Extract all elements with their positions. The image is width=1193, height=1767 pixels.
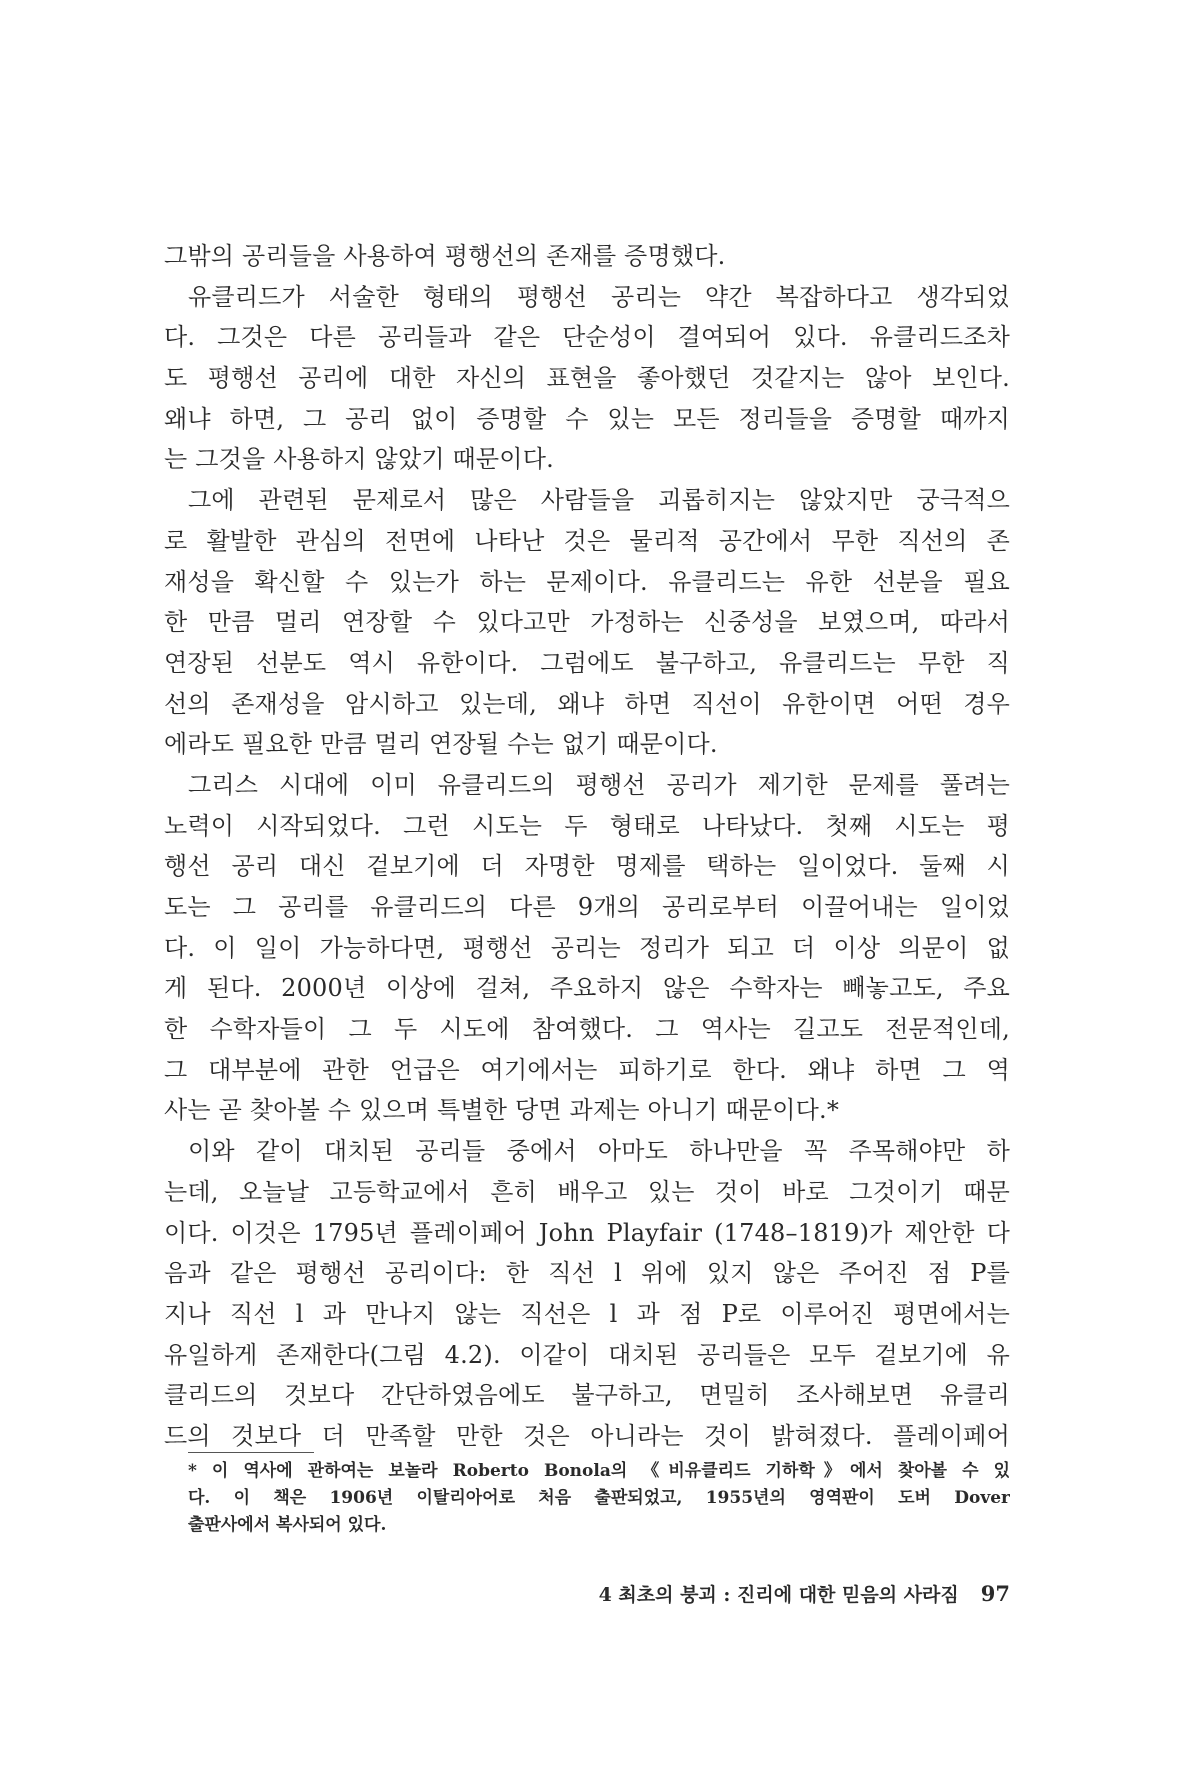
text-line: 다. 이 일이 가능하다면, 평행선 공리는 정리가 되고 더 이상 의문이 없: [164, 933, 1010, 962]
text-line: 사는 곧 찾아볼 수 있으며 특별한 당면 과제는 아니기 때문이다.*: [164, 1096, 840, 1125]
body-text: [164, 236, 1010, 1457]
text-line: 클리드의 것보다 간단하였음에도 불구하고, 면밀히 조사해보면 유클리: [164, 1381, 1010, 1410]
text-line: 유일하게 존재한다(그림 4.2). 이같이 대치된 공리들은 모두 겉보기에 유: [164, 1340, 1010, 1369]
text-line: 그 대부분에 관한 언급은 여기에서는 피하기로 한다. 왜냐 하면 그 역: [164, 1055, 1010, 1084]
footnote: [188, 1458, 1010, 1539]
footnote-line: * 이 역사에 관하여는 보놀라 Roberto Bonola의 《비유클리드 기하학》에서 찾아볼 수 있: [188, 1461, 1010, 1481]
text-line: 그에 관련된 문제로서 많은 사람들을 괴롭히지는 않았지만 궁극적으: [188, 486, 1010, 515]
text-line: 지나 직선 l 과 만나지 않는 직선은 l 과 점 P로 이루어진 평면에서는: [164, 1299, 1010, 1328]
text-line: 로 활발한 관심의 전면에 나타난 것은 물리적 공간에서 무한 직선의 존: [164, 526, 1010, 555]
text-line: 음과 같은 평행선 공리이다: 한 직선 l 위에 있지 않은 주어진 점 P를: [164, 1259, 1010, 1288]
text-line: 는데, 오늘날 고등학교에서 흔히 배우고 있는 것이 바로 그것이기 때문: [164, 1177, 1010, 1206]
text-line: 유클리드가 서술한 형태의 평행선 공리는 약간 복잡하다고 생각되었: [188, 282, 1010, 311]
running-footer: [480, 1578, 1010, 1610]
text-line: 연장된 선분도 역시 유한이다. 그럼에도 불구하고, 유클리드는 무한 직: [164, 648, 1010, 677]
running-title: 4 최초의 붕괴 : 진리에 대한 믿음의 사라짐: [598, 1584, 959, 1606]
text-line: 그리스 시대에 이미 유클리드의 평행선 공리가 제기한 문제를 풀려는: [188, 770, 1010, 799]
text-line: 게 된다. 2000년 이상에 걸쳐, 주요하지 않은 수학자는 빼놓고도, 주요: [164, 974, 1010, 1003]
text-line: 왜냐 하면, 그 공리 없이 증명할 수 있는 모든 정리들을 증명할 때까지: [164, 404, 1010, 433]
text-line: 한 수학자들이 그 두 시도에 참여했다. 그 역사는 길고도 전문적인데,: [164, 1015, 1010, 1044]
text-line: 드의 것보다 더 만족할 만한 것은 아니라는 것이 밝혀졌다. 플레이페어: [164, 1421, 1010, 1450]
text-line: 이와 같이 대치된 공리들 중에서 아마도 하나만을 꼭 주목해야만 하: [188, 1137, 1010, 1166]
text-line: 도는 그 공리를 유클리드의 다른 9개의 공리로부터 이끌어내는 일이었: [164, 893, 1010, 921]
text-line: 는 그것을 사용하지 않았기 때문이다.: [164, 445, 554, 474]
text-line: 이다. 이것은 1795년 플레이페어 John Playfair (1748–1819)가 제안한 다: [164, 1218, 1010, 1247]
text-line: 행선 공리 대신 겉보기에 더 자명한 명제를 택하는 일이었다. 둘째 시: [164, 852, 1010, 881]
text-line: 다. 그것은 다른 공리들과 같은 단순성이 결여되어 있다. 유클리드조차: [164, 323, 1010, 352]
footnote-line: 다. 이 책은 1906년 이탈리아어로 처음 출판되었고, 1955년의 영역판이 도버 Dover: [188, 1488, 1010, 1508]
page-number: 97: [980, 1581, 1010, 1606]
text-line: 그밖의 공리들을 사용하여 평행선의 존재를 증명했다.: [164, 242, 726, 270]
text-line: 재성을 확신할 수 있는가 하는 문제이다. 유클리드는 유한 선분을 필요: [164, 567, 1010, 596]
text-line: 선의 존재성을 암시하고 있는데, 왜냐 하면 직선이 유한이면 어떤 경우: [164, 689, 1010, 718]
text-line: 한 만큼 멀리 연장할 수 있다고만 가정하는 신중성을 보였으며, 따라서: [164, 608, 1010, 637]
footnote-divider: [188, 1452, 314, 1453]
text-line: 노력이 시작되었다. 그런 시도는 두 형태로 나타났다. 첫째 시도는 평: [164, 811, 1010, 840]
text-line: 도 평행선 공리에 대한 자신의 표현을 좋아했던 것같지는 않아 보인다.: [164, 364, 1010, 393]
text-line: 에라도 필요한 만큼 멀리 연장될 수는 없기 때문이다.: [164, 730, 718, 759]
footnote-line: 출판사에서 복사되어 있다.: [188, 1515, 387, 1535]
